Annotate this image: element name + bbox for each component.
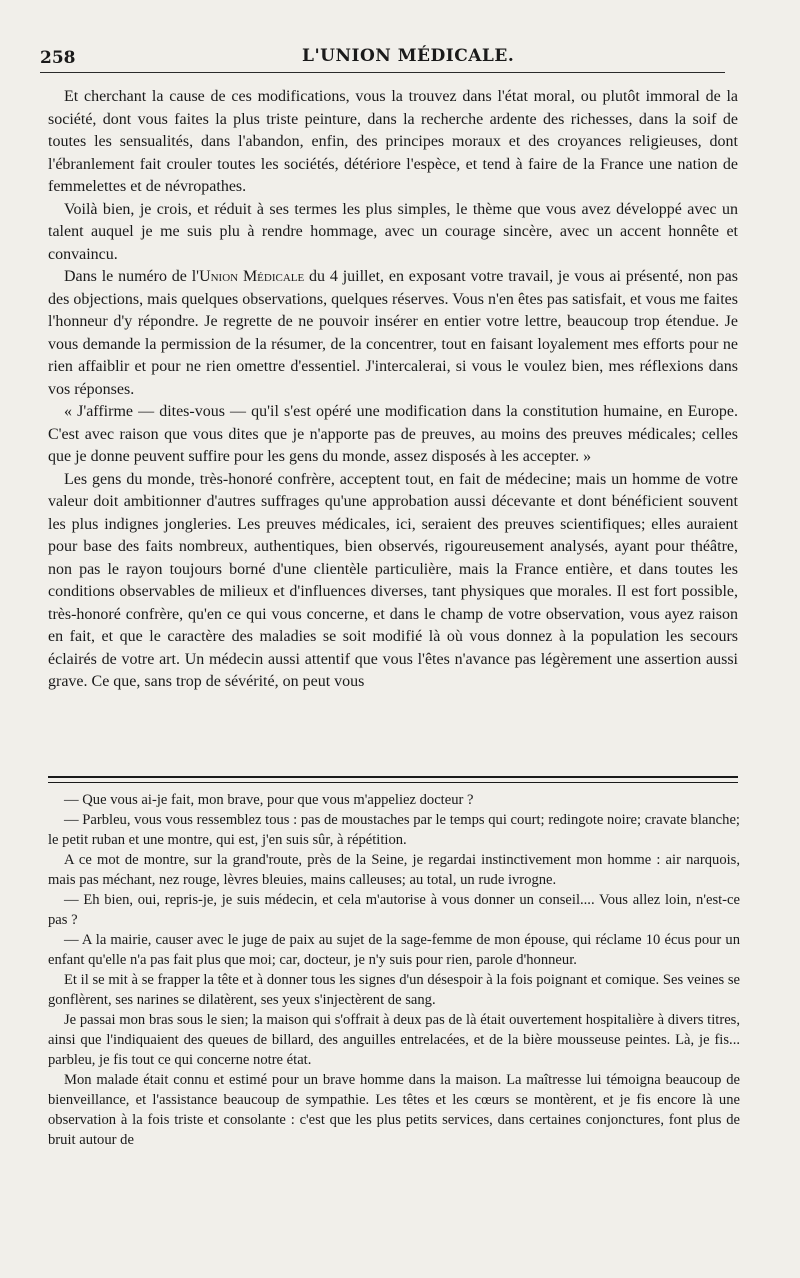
feuilleton-divider [48,776,738,783]
running-title: L'UNION MÉDICALE. [302,46,515,66]
paragraph: Voilà bien, je crois, et réduit à ses termes les plus simples, le thème que vous avez développé avec un talent auquel je me suis plu à rendre hommage, avec un courage sincère, avec un accent honnête et convaincu. [48,200,738,263]
feuilleton-paragraph: A ce mot de montre, sur la grand'route, près de la Seine, je regardai instinctivement mon homme : air narquois, mais pas méchant, nez rouge, lèvres bleuies, mains calleuses; au total, un rude ivrogne. [48,852,740,888]
header-rule [40,72,725,73]
feuilleton-paragraph: Je passai mon bras sous le sien; la maison qui s'offrait à deux pas de là était ouvertement hospitalière à divers titres, ainsi que l'indiquaient des queues de billard, des anguilles entrelacées, et de la bière mousseuse peintes. Là, je fis... parbleu, je fis tout ce qui concerne notre état. [48,1012,740,1068]
page-header [40,42,730,72]
feuilleton [48,790,740,1150]
journal-name: Union Médicale [199,268,305,285]
feuilleton-paragraph: — Eh bien, oui, repris-je, je suis médecin, et cela m'autorise à vous donner un conseil.... Vous allez loin, n'est-ce pas ? [48,892,740,928]
paragraph [48,266,738,401]
page-number: 258 [40,48,76,68]
feuilleton-paragraph: — Que vous ai-je fait, mon brave, pour que vous m'appeliez docteur ? [64,792,474,808]
paragraph: Les gens du monde, très-honoré confrère, acceptent tout, en fait de médecine; mais un homme de votre valeur doit ambitionner d'autres suffrages qu'une approbation aussi décevante et dont bénéficient souvent les plus indignes jongleries. Les preuves médicales, ici, seraient des preuves scientifiques; elles auraient pour base des faits nombreux, authentiques, bien observés, rigoureusement analysés, ayant pour théâtre, non pas le rayon toujours borné d'une clientèle particulière, mais la France entière, et dans toutes les conditions observables de milieux et d'influences diverses, tant physiques que morales. Il est fort possible, très-honoré confrère, qu'en ce qui vous concerne, et dans le champ de votre observation, vous ayez raison en fait, et que le caractère des maladies se soit modifié là où vous donnez à la population les secours éclairés de votre art. Un médecin aussi attentif que vous l'êtes n'avance pas légèrement une assertion aussi grave. Ce que, sans trop de sévérité, on peut vous [48,470,738,690]
feuilleton-paragraph: Mon malade était connu et estimé pour un brave homme dans la maison. La maîtresse lui témoigna beaucoup de bienveillance, et l'assistance beaucoup de sympathie. Les têtes et les cœurs se montèrent, et je fis encore là une observation à la fois triste et consolante : c'est que les plus petits services, dans certaines conjonctures, font plus de bruit autour de [48,1072,740,1148]
main-article [48,86,738,694]
feuilleton-paragraph: — Parbleu, vous vous ressemblez tous : pas de moustaches par le temps qui court; redingote noire; cravate blanche; le petit ruban et une montre, qui est, j'en suis sûr, à répétition. [48,812,740,848]
text-run: Dans le numéro de l' [64,268,200,285]
paragraph: Et cherchant la cause de ces modifications, vous la trouvez dans l'état moral, ou plutôt immoral de la société, dont vous faites la plus triste peinture, dans la recherche ardente des richesses, dans la soif de toutes les sensualités, dans l'abandon, enfin, des principes moraux et des croyances religieuses, dont l'ébranlement fait crouler toutes les sociétés, détériore l'espèce, et tend à faire de la France une nation de femmelettes et de névropathes. [48,88,738,195]
text-run: du 4 juillet, en exposant votre travail, je vous ai présenté, non pas des objections, mais quelques observations, quelques réserves. Vous n'en êtes pas satisfait, et vous me faites l'honneur d'y répondre. Je regrette de ne pouvoir insérer en entier votre lettre, beaucoup trop étendue. Je vous demande la permission de la résumer, de la concentrer, tout en faisant loyalement mes efforts pour ne rien affaiblir et pour ne rien omettre d'essentiel. J'intercalerai, si vous le voulez bien, mes réflexions dans vos réponses. [48,268,739,398]
feuilleton-paragraph: — A la mairie, causer avec le juge de paix au sujet de la sage-femme de mon épouse, qui réclame 10 écus pour un enfant qu'elle n'a pas fait plus que moi; car, docteur, je n'y suis pour rien, parole d'honneur. [48,932,740,968]
paragraph: « J'affirme — dites-vous — qu'il s'est opéré une modification dans la constitution humaine, en Europe. C'est avec raison que vous dites que je n'apporte pas de preuves, au moins des preuves médicales; celles que je donne peuvent suffire pour les gens du monde, assez disposés à les accepter. » [48,403,738,465]
feuilleton-paragraph: Et il se mit à se frapper la tête et à donner tous les signes d'un désespoir à la fois poignant et comique. Ses veines se gonflèrent, ses narines se dilatèrent, ses yeux s'injectèrent de sang. [48,972,740,1008]
